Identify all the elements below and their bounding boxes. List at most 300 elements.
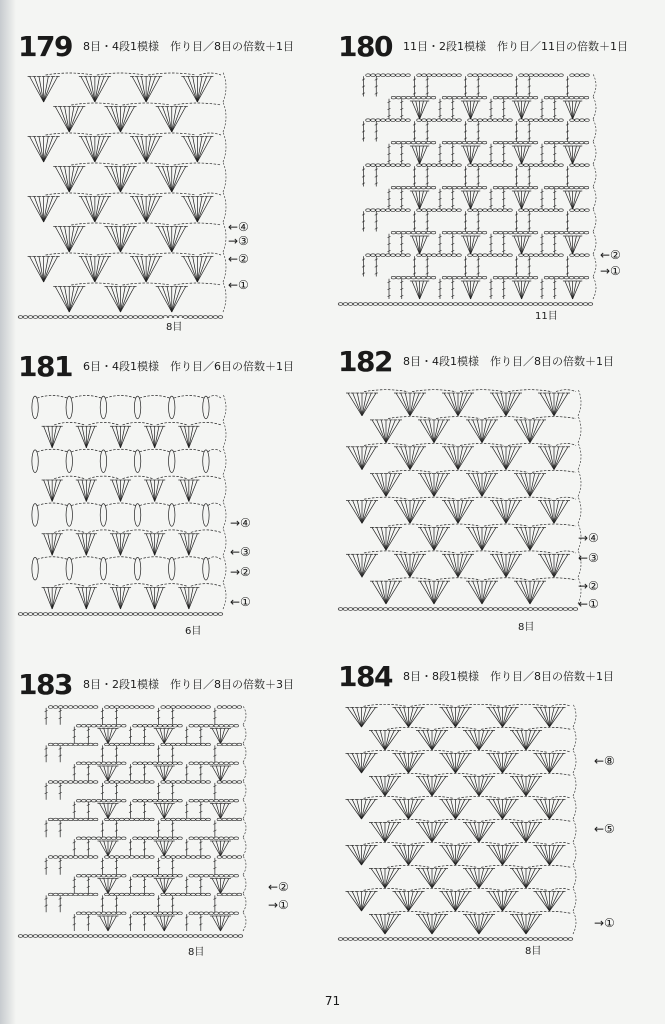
stitch-line xyxy=(121,287,130,313)
chain-stitch xyxy=(396,119,401,122)
chain-stitch xyxy=(363,938,368,941)
chain-stitch xyxy=(150,893,155,896)
chain-stitch xyxy=(381,209,386,212)
chain-stitch xyxy=(214,912,219,915)
chain-stitch xyxy=(209,837,214,840)
chain-stitch xyxy=(584,96,589,99)
chain-stitch xyxy=(111,874,116,877)
chain-stitch xyxy=(93,706,98,709)
stitch-line xyxy=(86,534,90,556)
chain-stitch xyxy=(237,893,242,896)
chain-stitch xyxy=(386,74,391,77)
chain-stitch xyxy=(483,164,488,167)
chain-stitch xyxy=(103,316,108,319)
stitch-line xyxy=(104,879,108,894)
chain-stitch xyxy=(153,762,158,765)
stitch-line xyxy=(155,588,159,610)
chain-stitch xyxy=(426,186,431,189)
stitch-line xyxy=(412,191,420,209)
chain-stitch xyxy=(427,119,432,122)
chain-stitch xyxy=(158,837,163,840)
turning-chain xyxy=(223,282,226,312)
chain-stitch xyxy=(83,818,88,821)
stitch-line xyxy=(522,281,526,299)
stitch-line xyxy=(160,766,164,781)
chain-arc xyxy=(481,865,524,867)
chain-stitch xyxy=(406,119,411,122)
stitch-line xyxy=(86,426,95,448)
chain-stitch xyxy=(135,893,140,896)
chain-stitch xyxy=(138,799,143,802)
chain-stitch xyxy=(403,938,408,941)
chain-stitch xyxy=(482,276,487,279)
chain-arc xyxy=(174,163,221,165)
chain-stitch xyxy=(559,254,564,257)
chain-stitch xyxy=(111,837,116,840)
chain-stitch xyxy=(63,893,68,896)
chain-stitch xyxy=(176,893,181,896)
stitch-line xyxy=(503,799,512,819)
chain-stitch xyxy=(580,254,585,257)
chain-stitch xyxy=(194,724,199,727)
chain-stitch xyxy=(393,303,398,306)
chain-stitch xyxy=(462,186,467,189)
chain-stitch xyxy=(498,164,503,167)
chain-stitch xyxy=(503,254,508,257)
chain-stitch xyxy=(443,303,448,306)
chain-stitch xyxy=(222,706,227,709)
chain-arc xyxy=(88,584,118,587)
stitch-line xyxy=(569,236,573,254)
chain-stitch xyxy=(88,706,93,709)
chain-arc xyxy=(434,865,477,867)
chain-stitch xyxy=(194,837,199,840)
chain-stitch xyxy=(580,119,585,122)
stitch-line xyxy=(386,527,395,550)
turning-chain xyxy=(578,497,581,524)
chain-stitch xyxy=(33,316,38,319)
chain-stitch xyxy=(458,303,463,306)
stitch-line xyxy=(416,281,420,299)
chain-stitch xyxy=(148,912,153,915)
stitch-line xyxy=(409,707,418,727)
chain-stitch xyxy=(411,276,416,279)
chain-stitch xyxy=(478,164,483,167)
chain-stitch xyxy=(376,209,381,212)
stitch-line xyxy=(463,236,471,254)
chain-stitch xyxy=(438,608,443,611)
chain-stitch xyxy=(458,608,463,611)
turning-chain xyxy=(593,74,596,97)
stitch-line xyxy=(399,753,408,773)
chain-stitch xyxy=(518,231,523,234)
chain-stitch xyxy=(206,706,211,709)
chain-stitch xyxy=(503,231,508,234)
chain-arc xyxy=(191,476,221,479)
chain-arc xyxy=(460,551,504,553)
row-marker: ←① xyxy=(230,595,251,609)
chain-stitch xyxy=(101,799,106,802)
chain-arc xyxy=(123,530,153,533)
cluster-stitch xyxy=(134,450,140,473)
stitch-line xyxy=(69,227,78,253)
chain-stitch xyxy=(383,303,388,306)
pattern-number: 184 xyxy=(338,660,392,693)
stitch-line xyxy=(86,588,95,610)
stitch-line xyxy=(221,766,225,781)
chain-stitch xyxy=(401,186,406,189)
chain-stitch xyxy=(116,762,121,765)
chain-stitch xyxy=(568,938,573,941)
chain-stitch xyxy=(140,781,145,784)
turning-chain xyxy=(243,725,246,744)
chain-stitch xyxy=(398,608,403,611)
chain-stitch xyxy=(213,935,218,938)
stitch-line xyxy=(522,146,530,164)
chain-stitch xyxy=(53,935,58,938)
stitch-line xyxy=(108,879,116,894)
chain-stitch xyxy=(503,186,508,189)
chain-stitch xyxy=(371,164,376,167)
crochet-chart xyxy=(18,70,223,320)
chain-stitch xyxy=(343,608,348,611)
chain-stitch xyxy=(533,231,538,234)
stitch-line xyxy=(526,730,535,750)
chain-arc xyxy=(411,704,454,706)
chain-stitch xyxy=(145,818,150,821)
chain-stitch xyxy=(483,303,488,306)
chain-stitch xyxy=(130,893,135,896)
chain-stitch xyxy=(575,164,580,167)
stitch-line xyxy=(385,776,394,796)
chain-arc xyxy=(484,578,528,580)
chain-stitch xyxy=(86,762,91,765)
chain-stitch xyxy=(433,938,438,941)
chain-stitch xyxy=(196,818,201,821)
chain-stitch xyxy=(508,209,513,212)
chain-stitch xyxy=(123,613,128,616)
chain-stitch xyxy=(158,799,163,802)
stitch-line xyxy=(121,167,130,193)
chain-stitch xyxy=(101,912,106,915)
stitch-line xyxy=(86,137,95,163)
chain-stitch xyxy=(83,856,88,859)
chain-arc xyxy=(434,727,477,729)
chain-stitch xyxy=(498,209,503,212)
stitch-line xyxy=(377,527,386,550)
chain-stitch xyxy=(421,186,426,189)
chain-stitch xyxy=(227,856,232,859)
chain-stitch xyxy=(148,874,153,877)
chain-stitch xyxy=(53,706,58,709)
chain-stitch xyxy=(145,781,150,784)
chain-stitch xyxy=(138,613,143,616)
turning-chain xyxy=(223,421,226,448)
stitch-line xyxy=(164,879,168,894)
chain-stitch xyxy=(366,119,371,122)
chain-stitch xyxy=(432,74,437,77)
chain-arc xyxy=(54,476,84,479)
chain-stitch xyxy=(189,912,194,915)
chain-stitch xyxy=(206,743,211,746)
chain-stitch xyxy=(53,743,58,746)
chain-stitch xyxy=(473,303,478,306)
chain-stitch xyxy=(388,938,393,941)
stitch-line xyxy=(522,191,530,209)
stitch-line xyxy=(48,534,52,556)
stitch-line xyxy=(518,101,522,119)
chain-stitch xyxy=(413,303,418,306)
stitch-line xyxy=(463,101,471,119)
stitch-line xyxy=(423,868,432,888)
stitch-line xyxy=(432,914,441,934)
stitch-line xyxy=(44,480,53,502)
stitch-line xyxy=(86,197,95,223)
stitch-line xyxy=(78,426,87,448)
stitch-line xyxy=(449,393,458,416)
chain-stitch xyxy=(222,818,227,821)
chain-stitch xyxy=(483,938,488,941)
chain-stitch xyxy=(406,164,411,167)
chain-stitch xyxy=(213,316,218,319)
chain-stitch xyxy=(528,186,533,189)
chain-arc xyxy=(191,422,221,425)
stitch-line xyxy=(188,137,197,163)
chain-stitch xyxy=(539,119,544,122)
chain-stitch xyxy=(570,119,575,122)
stitch-line xyxy=(514,281,522,299)
chain-arc xyxy=(208,396,221,399)
chain-stitch xyxy=(401,96,406,99)
stitch-line xyxy=(100,804,108,819)
stitch-line xyxy=(162,287,171,313)
stitch-line xyxy=(540,891,549,911)
chain-stitch xyxy=(568,608,573,611)
chain-stitch xyxy=(534,119,539,122)
stitch-line xyxy=(569,191,573,209)
chain-stitch xyxy=(23,935,28,938)
chain-stitch xyxy=(161,818,166,821)
stitch-line xyxy=(216,729,220,744)
chain-stitch xyxy=(493,186,498,189)
chain-arc xyxy=(508,551,552,553)
chain-arc xyxy=(364,888,407,890)
chain-stitch xyxy=(383,608,388,611)
turning-chain xyxy=(243,744,246,763)
stitch-line xyxy=(401,501,410,524)
chain-arc xyxy=(364,443,408,445)
chain-stitch xyxy=(348,608,353,611)
chain-stitch xyxy=(93,316,98,319)
chain-stitch xyxy=(116,912,121,915)
chain-stitch xyxy=(153,613,158,616)
chain-stitch xyxy=(393,608,398,611)
chain-stitch xyxy=(203,613,208,616)
cluster-stitch xyxy=(32,396,38,419)
chain-stitch xyxy=(213,613,218,616)
chain-stitch xyxy=(193,613,198,616)
chain-stitch xyxy=(58,781,63,784)
chain-stitch xyxy=(178,613,183,616)
chain-stitch xyxy=(578,303,583,306)
row-marker: ←① xyxy=(228,278,249,292)
stitch-line xyxy=(34,197,43,223)
stitch-line xyxy=(526,822,535,842)
chain-stitch xyxy=(120,743,125,746)
chain-stitch xyxy=(186,781,191,784)
chain-stitch xyxy=(483,119,488,122)
stitch-line xyxy=(409,891,418,911)
chain-arc xyxy=(71,163,118,165)
stitch-line xyxy=(86,257,95,283)
turning-chain xyxy=(593,232,596,255)
row-marker: →④ xyxy=(230,516,251,530)
chain-stitch xyxy=(453,938,458,941)
chain-stitch xyxy=(503,164,508,167)
pattern-header xyxy=(18,668,294,701)
chain-stitch xyxy=(343,303,348,306)
stitch-line xyxy=(362,799,371,819)
chain-arc xyxy=(412,390,456,392)
chain-stitch xyxy=(373,608,378,611)
chain-stitch xyxy=(143,935,148,938)
chain-stitch xyxy=(524,164,529,167)
stitch-line xyxy=(189,534,198,556)
chain-stitch xyxy=(408,938,413,941)
chain-stitch xyxy=(442,209,447,212)
stitch-line xyxy=(521,474,530,497)
chain-stitch xyxy=(519,209,524,212)
chain-stitch xyxy=(559,186,564,189)
chain-stitch xyxy=(391,164,396,167)
chain-stitch xyxy=(483,254,488,257)
chain-stitch xyxy=(81,762,86,765)
chain-stitch xyxy=(86,837,91,840)
chain-stitch xyxy=(68,316,73,319)
stitch-line xyxy=(522,281,530,299)
stitch-line xyxy=(463,146,471,164)
chain-stitch xyxy=(498,303,503,306)
chain-stitch xyxy=(386,254,391,257)
chain-stitch xyxy=(63,613,68,616)
stitch-line xyxy=(385,730,394,750)
stitch-line xyxy=(221,916,229,931)
repeat-label: 8目 xyxy=(516,618,536,633)
stitch-line xyxy=(425,474,434,497)
chain-stitch xyxy=(478,74,483,77)
chain-stitch xyxy=(448,938,453,941)
chain-stitch xyxy=(105,706,110,709)
chain-stitch xyxy=(110,893,115,896)
chain-stitch xyxy=(186,706,191,709)
stitch-line xyxy=(386,474,395,497)
chain-stitch xyxy=(457,164,462,167)
stitch-line xyxy=(530,474,539,497)
chain-arc xyxy=(458,750,501,752)
chain-stitch xyxy=(204,874,209,877)
pattern-183 xyxy=(18,668,298,968)
stitch-line xyxy=(573,146,577,164)
chain-arc xyxy=(481,819,524,821)
stitch-line xyxy=(550,753,559,773)
stitch-line xyxy=(189,480,193,502)
chain-stitch xyxy=(473,119,478,122)
stitch-line xyxy=(60,287,69,313)
chain-stitch xyxy=(544,276,549,279)
chain-stitch xyxy=(353,608,358,611)
chain-stitch xyxy=(423,938,428,941)
chain-arc xyxy=(208,449,221,452)
cluster-stitch xyxy=(32,504,38,527)
chain-stitch xyxy=(219,837,224,840)
chain-stitch xyxy=(554,164,559,167)
chain-stitch xyxy=(417,74,422,77)
turning-chain xyxy=(243,762,246,781)
chain-stitch xyxy=(219,762,224,765)
stitch-line xyxy=(434,527,443,550)
row-marker: →③ xyxy=(228,234,249,248)
stitch-line xyxy=(100,841,108,856)
chain-arc xyxy=(174,103,221,105)
pattern-180 xyxy=(338,30,638,325)
chain-stitch xyxy=(452,141,457,144)
chain-stitch xyxy=(579,96,584,99)
chain-stitch xyxy=(457,209,462,212)
chain-stitch xyxy=(196,781,201,784)
chain-stitch xyxy=(574,276,579,279)
chain-stitch xyxy=(544,186,549,189)
chain-stitch xyxy=(153,874,158,877)
chain-stitch xyxy=(217,743,222,746)
stitch-line xyxy=(521,581,530,604)
chain-stitch xyxy=(549,231,554,234)
chain-stitch xyxy=(447,164,452,167)
stitch-line xyxy=(545,501,554,524)
chain-stitch xyxy=(53,818,58,821)
stitch-line xyxy=(180,426,189,448)
book-gutter-shadow xyxy=(0,0,16,1024)
stitch-line xyxy=(164,766,168,781)
stitch-line xyxy=(155,588,164,610)
row-marker: ←⑧ xyxy=(594,754,615,768)
chain-stitch xyxy=(518,938,523,941)
stitch-line xyxy=(137,197,146,223)
chain-stitch xyxy=(88,316,93,319)
chain-stitch xyxy=(83,781,88,784)
stitch-line xyxy=(467,101,471,119)
chain-stitch xyxy=(584,276,589,279)
stitch-line xyxy=(52,426,56,448)
chain-stitch xyxy=(68,706,73,709)
chain-stitch xyxy=(218,316,223,319)
chain-stitch xyxy=(163,799,168,802)
chain-stitch xyxy=(68,856,73,859)
cluster-stitch xyxy=(169,557,175,580)
stitch-line xyxy=(108,916,112,931)
chain-stitch xyxy=(153,799,158,802)
chain-stitch xyxy=(120,856,125,859)
chain-stitch xyxy=(575,254,580,257)
chain-stitch xyxy=(83,316,88,319)
chain-arc xyxy=(412,551,456,553)
chain-stitch xyxy=(554,276,559,279)
chain-stitch xyxy=(559,164,564,167)
chain-stitch xyxy=(433,608,438,611)
chain-stitch xyxy=(564,186,569,189)
stitch-line xyxy=(156,879,164,894)
stitch-line xyxy=(112,426,121,448)
chain-arc xyxy=(364,704,407,706)
